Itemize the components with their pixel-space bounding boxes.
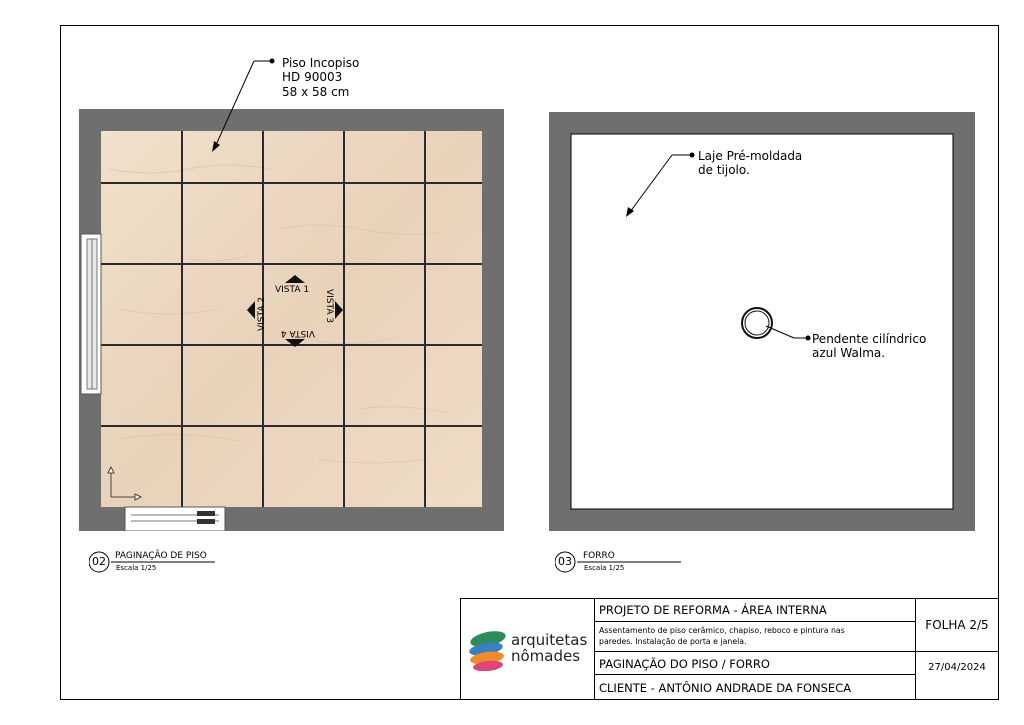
ceiling-view-label [555, 550, 685, 575]
view-label-2: VISTA 2 [257, 296, 267, 331]
floor-view-label [89, 550, 219, 575]
ceiling-callout2-line2: azul Walma. [812, 346, 886, 360]
description-line2: paredes. Instalação de porta e janela. [599, 637, 747, 646]
sheet-date: 27/04/2024 [915, 652, 998, 699]
floor-view-number: 02 [92, 555, 106, 568]
ceiling-callout-leader-2 [760, 320, 812, 344]
ceiling-callout2-line1: Pendente cilíndrico [812, 332, 927, 346]
floor-plan-drawing [79, 109, 504, 531]
logo-line2: nômades [511, 647, 581, 665]
view-label-4: VISTA 4 [280, 328, 315, 338]
floor-callout-line1: Piso Incopiso [282, 56, 360, 70]
ceiling-view-scale: Escala 1/25 [584, 564, 625, 572]
ceiling-view-number: 03 [558, 555, 572, 568]
ceiling-callout1-line2: de tijolo. [698, 163, 750, 177]
floor-callout-leader [200, 55, 280, 155]
description-line1: Assentamento de piso cerâmico, chapiso, reboco e pintura nas [599, 626, 845, 635]
view-label-3: VISTA 3 [324, 289, 334, 324]
ceiling-callout1-line1: Laje Pré-moldada [698, 149, 803, 163]
door [125, 507, 225, 531]
floor-view-scale: Escala 1/25 [116, 564, 157, 572]
floor-view-title: PAGINAÇÃO DE PISO [115, 551, 207, 561]
client-name: CLIENTE - ANTÔNIO ANDRADE DA FONSECA [599, 681, 852, 695]
floor-plan [79, 109, 504, 531]
window [81, 234, 101, 394]
ceiling-view-title: FORRO [583, 551, 615, 561]
logo-line1: arquitetas [511, 631, 588, 649]
view-label-1: VISTA 1 [275, 285, 310, 295]
sheet-number: FOLHA 2/5 [915, 599, 998, 652]
sheet-title: PAGINAÇÃO DO PISO / FORRO [595, 652, 915, 675]
logo-icon [466, 629, 508, 671]
project-description [595, 622, 915, 652]
ceiling-callout-leader-1 [620, 150, 700, 222]
floor-callout-line3: 58 x 58 cm [282, 85, 350, 99]
logo-cell [461, 599, 595, 699]
title-block [460, 598, 999, 700]
floor-callout-line2: HD 90003 [282, 70, 343, 84]
project-title: PROJETO DE REFORMA - ÁREA INTERNA [595, 599, 915, 622]
